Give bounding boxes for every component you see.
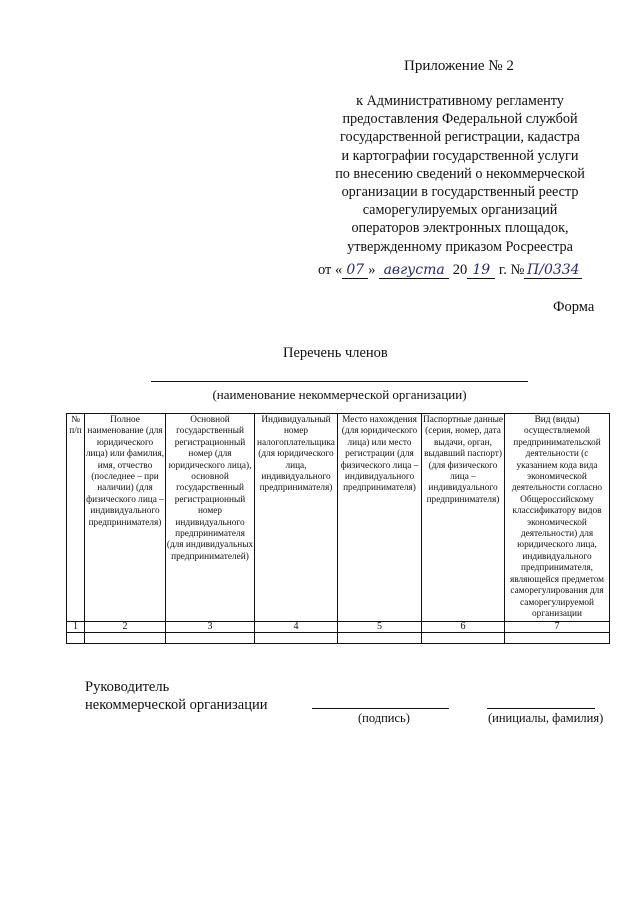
list-title: Перечень членов [283, 345, 388, 361]
regulation-line: и картографии государственной услуги [341, 147, 579, 164]
table-cell[interactable] [255, 633, 338, 644]
regulation-line: саморегулируемых организаций [362, 202, 558, 219]
order-prefix: от « [318, 262, 343, 278]
table-cell[interactable] [505, 633, 610, 644]
table-row [67, 633, 610, 644]
signer-title [85, 678, 267, 714]
org-name-line [151, 381, 528, 382]
table-cell[interactable] [166, 633, 255, 644]
table-cell[interactable] [67, 633, 85, 644]
regulation-line: государственной регистрации, кадастра [340, 129, 580, 146]
signer-line: некоммерческой организации [85, 697, 268, 713]
order-day: 07 [342, 262, 368, 279]
column-number: 4 [255, 622, 338, 633]
column-number: 2 [85, 622, 166, 633]
form-label: Форма [553, 299, 595, 315]
column-header: Паспортные данные (серия, номер, дата выдачи, орган, выдавший паспорт) (для физического лица – индивидуального предпринимателя) [422, 414, 505, 622]
column-header: Полное наименование (для юридического лица) или фамилия, имя, отчество (последнее – при наличии) (для физического лица – индивидуального предпринимателя) [85, 414, 166, 622]
regulation-line: организации в государственный реестр [341, 184, 579, 201]
order-number-label: г. № [498, 262, 525, 278]
name-line[interactable] [487, 708, 595, 709]
members-table [66, 413, 610, 644]
order-year-prefix: 20 [452, 262, 468, 278]
appendix-title: Приложение № 2 [404, 58, 514, 74]
column-header: Индивидуальный номер налогоплательщика (для юридического лица, индивидуального предпринимателя) [255, 414, 338, 622]
signature-caption: (подпись) [358, 711, 410, 725]
signature-line[interactable] [312, 708, 449, 709]
regulation-line: операторов электронных площадок, [351, 220, 569, 237]
column-number: 1 [67, 622, 85, 633]
name-caption: (инициалы, фамилия) [488, 711, 604, 725]
column-number: 7 [505, 622, 610, 633]
regulation-line: по внесению сведений о некоммерческой [335, 165, 585, 182]
order-year-suffix: 19 [467, 262, 495, 279]
regulation-line: предоставления Федеральной службой [342, 111, 578, 128]
table-cell[interactable] [85, 633, 166, 644]
column-header: № п/п [67, 414, 85, 622]
org-name-caption: (наименование некоммерческой организации) [212, 387, 467, 402]
column-number: 6 [422, 622, 505, 633]
column-number-row [67, 622, 610, 633]
column-number: 3 [166, 622, 255, 633]
order-date-number [318, 262, 582, 279]
column-number: 5 [338, 622, 422, 633]
column-header: Место нахождения (для юридического лица) или место регистрации (для физического лица – индивидуального предпринимателя) [338, 414, 422, 622]
order-quote-close: » [368, 262, 376, 278]
regulation-line: к Административному регламенту [356, 93, 564, 109]
column-header: Основной государственный регистрационный номер (для юридического лица), основной государственный регистрационный номер индивидуального предпринимателя (для индивидуальных предпринимателей) [166, 414, 255, 622]
regulation-line: утвержденному приказом Росреестра [347, 238, 573, 255]
order-month: августа [379, 262, 449, 279]
table-cell[interactable] [338, 633, 422, 644]
signer-line: Руководитель [85, 679, 170, 695]
regulation-reference [322, 92, 598, 256]
column-header: Вид (виды) осуществляемой предпринимательской деятельности (с указанием кода вида экономической деятельности согласно Общероссийскому классификатору видов экономической деятельности) для юридического лица, индивидуального предпринимателя, являющейся предметом саморегулирования для саморегулируемой организации [505, 414, 610, 622]
table-cell[interactable] [422, 633, 505, 644]
table-header-row [67, 414, 610, 622]
order-number: П/0334 [524, 262, 582, 279]
